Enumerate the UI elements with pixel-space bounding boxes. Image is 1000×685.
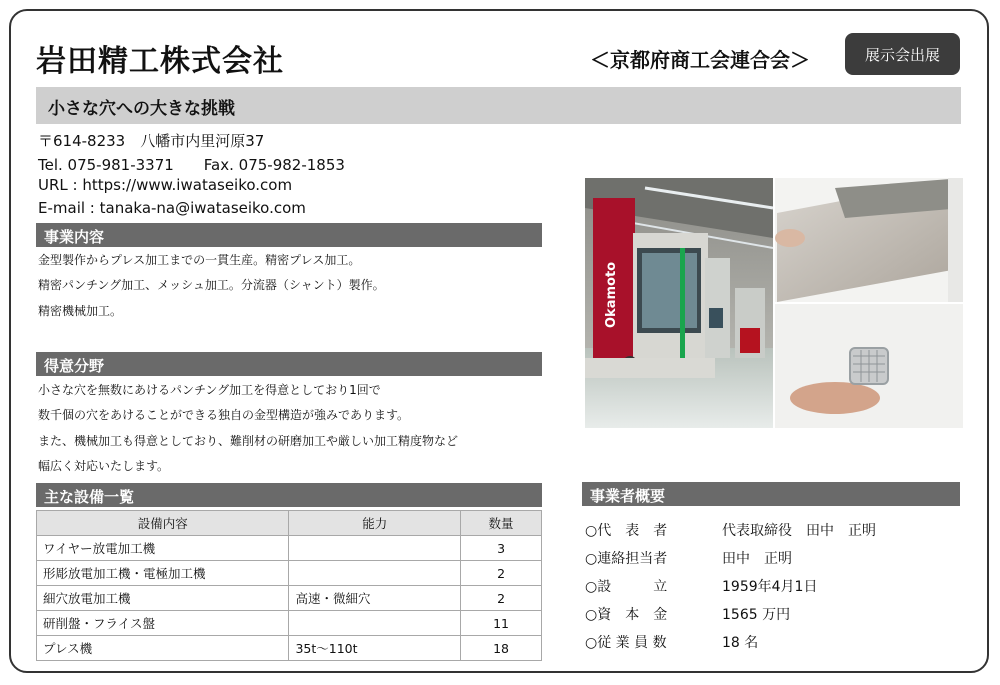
mesh-cylinder-photo — [775, 304, 963, 428]
equipment-capacity — [289, 536, 461, 561]
table-row — [37, 586, 542, 611]
equipment-quantity: 3 — [461, 536, 542, 561]
specialty-line: 数千個の穴をあけることができる独自の金型構造が強みであります。 — [38, 408, 410, 422]
business-line: 金型製作からプレス加工までの一貫生産。精密プレス加工。 — [38, 253, 361, 267]
equipment-table — [36, 510, 542, 661]
specialty-line: 小さな穴を無数にあけるパンチング加工を得意としており1回で — [38, 383, 381, 397]
profile-value: 18 名 — [722, 635, 759, 651]
equipment-name: 細穴放電加工機 — [37, 586, 289, 611]
email-address[interactable]: E-mail : tanaka-na@iwataseiko.com — [38, 199, 306, 217]
profile-label: ○設 立 — [585, 579, 668, 595]
table-row — [37, 611, 542, 636]
profile-heading — [582, 482, 960, 506]
column-header: 能力 — [289, 511, 461, 536]
table-row — [37, 536, 542, 561]
equipment-capacity — [289, 561, 461, 586]
equipment-capacity — [289, 611, 461, 636]
website-url[interactable]: URL : https://www.iwataseiko.com — [38, 176, 293, 194]
tagline-bar — [36, 87, 961, 124]
photo-collage-graphic — [585, 178, 963, 428]
factory-photo — [585, 178, 773, 428]
expo-badge[interactable]: 展示会出展 — [845, 33, 960, 75]
profile-value: 田中 正明 — [722, 551, 792, 567]
address: 〒614-8233 八幡市内里河原37 — [38, 132, 265, 150]
profile-heading-label: 事業者概要 — [590, 487, 666, 505]
equipment-name: 研削盤・フライス盤 — [37, 611, 289, 636]
equipment-quantity: 18 — [461, 636, 542, 661]
company-name: 岩田精工株式会社 — [36, 44, 284, 79]
business-heading — [36, 223, 542, 247]
machine-brand-label: Okamoto — [604, 261, 619, 328]
business-line: 精密機械加工。 — [38, 304, 123, 318]
equipment-capacity: 35t～110t — [289, 636, 461, 661]
column-header: 設備内容 — [37, 511, 289, 536]
column-header: 数量 — [461, 511, 542, 536]
equipment-quantity: 2 — [461, 586, 542, 611]
specialty-line: 幅広く対応いたします。 — [38, 459, 170, 473]
equipment-capacity: 高速・微細穴 — [289, 586, 461, 611]
specialty-line: また、機械加工も得意としており、難削材の研磨加工や厳しい加工精度物など — [38, 434, 459, 448]
equipment-quantity: 2 — [461, 561, 542, 586]
business-line: 精密パンチング加工、メッシュ加工。分流器（シャント）製作。 — [38, 278, 385, 292]
profile-label: ○連絡担当者 — [585, 551, 668, 567]
profile-value: 代表取締役 田中 正明 — [722, 523, 876, 539]
table-row — [37, 561, 542, 586]
profile-label: ○代 表 者 — [585, 523, 668, 539]
specialty-heading-label: 得意分野 — [44, 357, 105, 375]
phone-fax: Tel. 075-981-3371 Fax. 075-982-1853 — [38, 156, 345, 174]
equipment-name: プレス機 — [37, 636, 289, 661]
profile-label: ○従 業 員 数 — [585, 635, 667, 651]
association-name: ＜京都府商工会連合会＞ — [590, 48, 810, 72]
table-row — [37, 636, 542, 661]
tagline: 小さな穴への大きな挑戦 — [48, 99, 235, 119]
equipment-heading-label: 主な設備一覧 — [44, 488, 135, 506]
equipment-name: 形彫放電加工機・電極加工機 — [37, 561, 289, 586]
equipment-heading — [36, 483, 542, 507]
profile-label: ○資 本 金 — [585, 607, 668, 623]
mesh-sheet-photo — [775, 178, 963, 302]
product-photo-collage — [585, 178, 963, 428]
equipment-quantity: 11 — [461, 611, 542, 636]
equipment-name: ワイヤー放電加工機 — [37, 536, 289, 561]
business-heading-label: 事業内容 — [44, 228, 105, 246]
specialty-heading — [36, 352, 542, 376]
profile-value: 1565 万円 — [722, 607, 791, 623]
table-header-row — [37, 511, 542, 536]
profile-value: 1959年4月1日 — [722, 579, 818, 595]
